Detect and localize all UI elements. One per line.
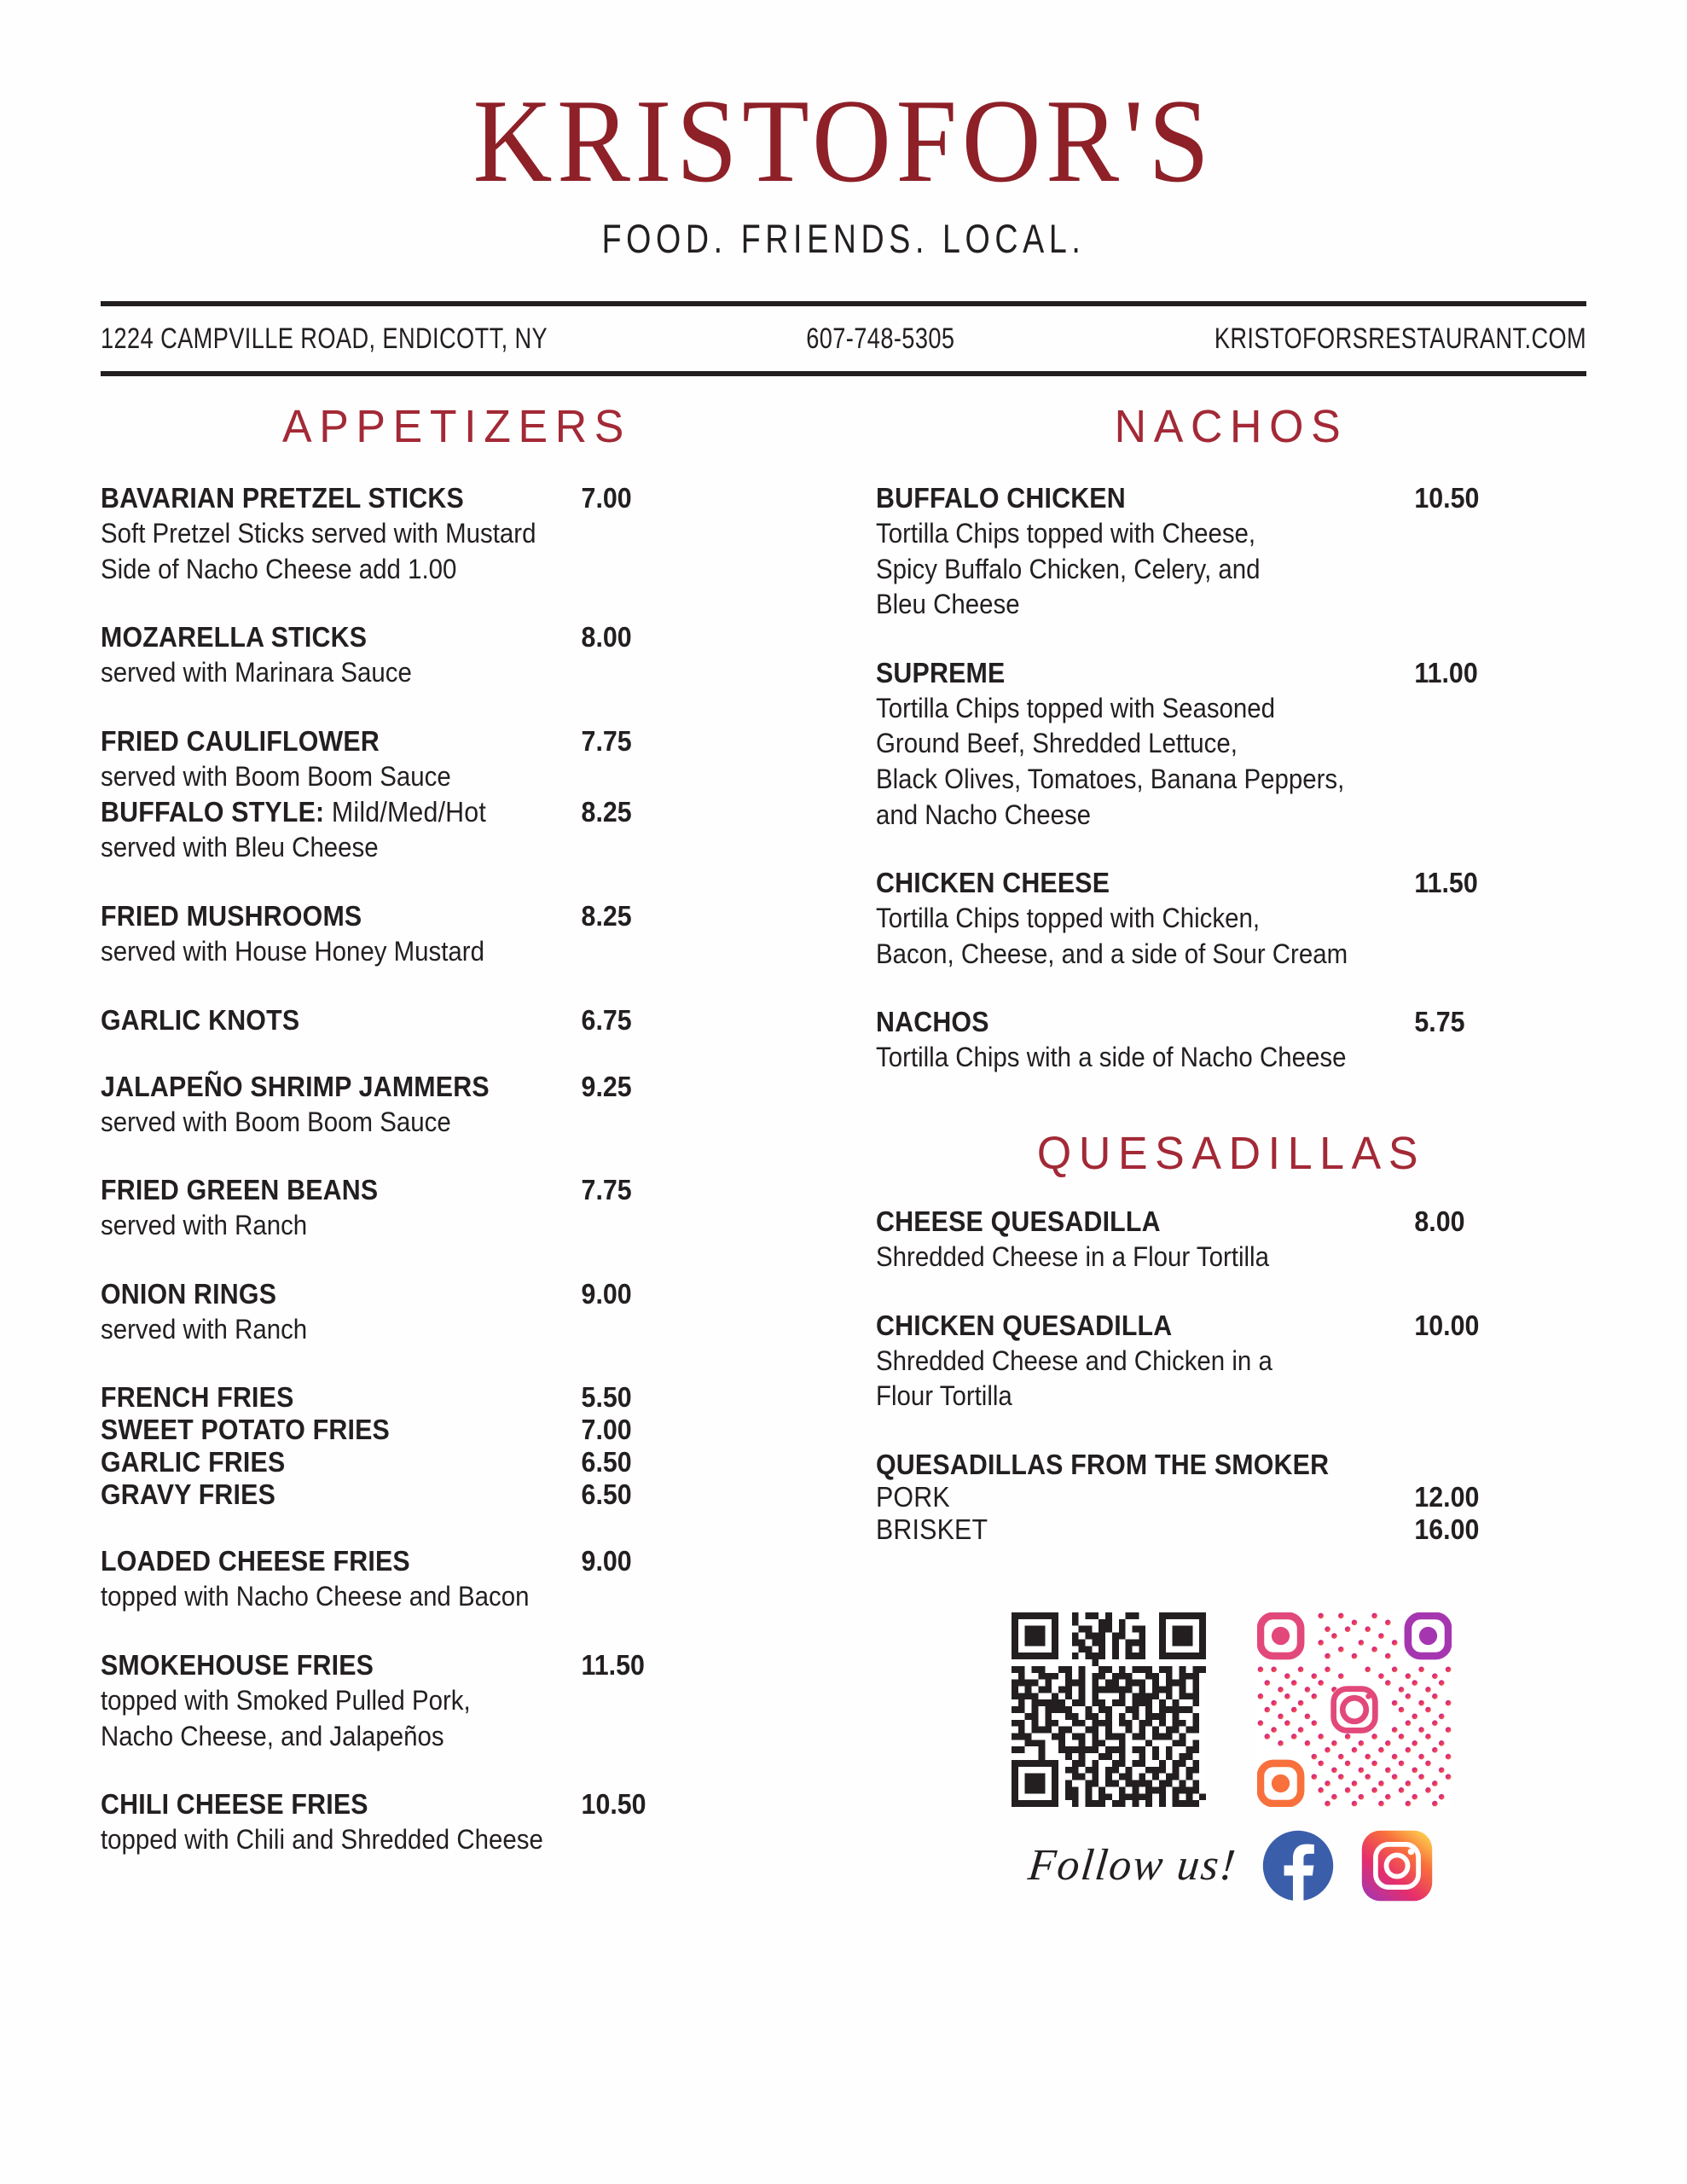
item-price: 8.00 — [581, 621, 632, 653]
item-name: FRIED MUSHROOMS — [101, 899, 362, 932]
item-price: 11.50 — [1414, 867, 1478, 899]
contact-address: 1224 CAMPVILLE ROAD, ENDICOTT, NY — [101, 322, 548, 355]
item-description: served with Boom Boom Sauce — [101, 760, 451, 792]
item-name: SWEET POTATO FRIES — [101, 1414, 390, 1446]
item-description: served with Ranch — [101, 1313, 308, 1345]
item-price: 6.50 — [581, 1478, 632, 1511]
item-price: 9.00 — [581, 1545, 632, 1577]
item-price: 8.25 — [581, 899, 632, 932]
menu-item — [876, 482, 1586, 623]
item-price: 8.00 — [1414, 1205, 1465, 1237]
item-price: 11.50 — [581, 1648, 645, 1681]
item-description: Tortilla Chips topped with Seasoned Ground Beef, Shredded Lettuce, Black Olives, Tomatoes, Banana Peppers, and Nacho Cheese — [876, 692, 1345, 830]
menu-columns — [0, 400, 1687, 1902]
menu-item — [101, 1071, 813, 1141]
item-price: 10.50 — [581, 1788, 646, 1821]
menu-item — [876, 1006, 1586, 1076]
website-qr-code[interactable] — [1012, 1612, 1206, 1807]
menu-item — [101, 1788, 813, 1858]
item-name: GRAVY FRIES — [101, 1478, 276, 1511]
menu-item — [101, 1545, 813, 1615]
item-price: 10.00 — [1414, 1309, 1480, 1341]
section-title-appetizers: APPETIZERS — [281, 401, 632, 452]
instagram-icon[interactable] — [1360, 1829, 1434, 1902]
item-name: CHILI CHEESE FRIES — [101, 1788, 368, 1821]
item-price: 16.00 — [1414, 1513, 1480, 1545]
follow-us-row — [1025, 1829, 1435, 1902]
item-name: GARLIC KNOTS — [101, 1003, 300, 1036]
section-title-nachos: NACHOS — [1114, 401, 1348, 452]
item-variant-description: served with Bleu Cheese — [101, 832, 379, 863]
instagram-qr-code[interactable] — [1257, 1612, 1452, 1807]
item-name: CHICKEN QUESADILLA — [876, 1309, 1173, 1341]
item-description: Tortilla Chips topped with Cheese, Spicy Buffalo Chicken, Celery, and Bleu Cheese — [876, 518, 1261, 620]
item-name: SUPREME — [876, 656, 1006, 688]
smoker-subsection-heading — [876, 1449, 1586, 1481]
menu-item — [101, 725, 813, 866]
item-variant-price: 8.25 — [581, 796, 632, 828]
item-description: Tortilla Chips topped with Chicken, Bacon, Cheese, and a side of Sour Cream — [876, 903, 1348, 969]
item-description: Shredded Cheese and Chicken in a Flour Tortilla — [876, 1345, 1272, 1412]
item-name: SMOKEHOUSE FRIES — [101, 1648, 374, 1681]
qr-code-row — [1012, 1612, 1452, 1807]
item-description: served with Ranch — [101, 1210, 308, 1241]
restaurant-logo-name: KRISTOFOR'S — [472, 75, 1215, 207]
menu-item — [876, 867, 1586, 972]
nachos-quesadillas-column — [844, 400, 1586, 1902]
item-variant — [101, 796, 813, 828]
item-description: Soft Pretzel Sticks served with Mustard Side of Nacho Cheese add 1.00 — [101, 518, 536, 584]
item-price: 11.00 — [1414, 656, 1478, 688]
item-name: BAVARIAN PRETZEL STICKS — [101, 482, 464, 514]
menu-item — [101, 1446, 813, 1478]
menu-item — [101, 1381, 813, 1414]
facebook-icon[interactable] — [1261, 1829, 1335, 1902]
smoker-heading-label: QUESADILLAS FROM THE SMOKER — [876, 1448, 1330, 1480]
item-price: 6.75 — [581, 1003, 632, 1036]
item-price: 6.50 — [581, 1446, 632, 1478]
item-name: FRIED CAULIFLOWER — [101, 724, 380, 757]
item-variant-name: BUFFALO STYLE: Mild/Med/Hot — [101, 796, 486, 828]
item-price: 12.00 — [1414, 1480, 1480, 1513]
item-price: 7.75 — [581, 724, 632, 757]
item-name: ONION RINGS — [101, 1277, 277, 1310]
menu-item — [101, 1414, 813, 1446]
item-name: MOZARELLA STICKS — [101, 621, 368, 653]
item-description: served with Marinara Sauce — [101, 657, 412, 688]
menu-item — [876, 1310, 1586, 1414]
item-price: 5.50 — [581, 1381, 632, 1414]
contact-bar — [101, 306, 1586, 371]
contact-phone[interactable]: 607-748-5305 — [806, 322, 955, 355]
item-name: GARLIC FRIES — [101, 1446, 286, 1478]
item-name: CHEESE QUESADILLA — [876, 1205, 1161, 1237]
item-price: 7.00 — [581, 1414, 632, 1446]
item-name: BRISKET — [876, 1513, 988, 1545]
item-description: served with Boom Boom Sauce — [101, 1106, 451, 1137]
restaurant-tagline: FOOD. FRIENDS. LOCAL. — [601, 216, 1086, 261]
contact-website[interactable]: KRISTOFORSRESTAURANT.COM — [1214, 322, 1586, 355]
follow-us-label: Follow us! — [1025, 1841, 1239, 1891]
item-name: PORK — [876, 1480, 950, 1513]
item-description: topped with Chili and Shredded Cheese — [101, 1824, 543, 1856]
item-description: topped with Nacho Cheese and Bacon — [101, 1581, 530, 1612]
appetizers-column — [101, 400, 844, 1892]
menu-item — [876, 1513, 1586, 1546]
item-name: NACHOS — [876, 1006, 989, 1038]
item-price: 7.75 — [581, 1174, 632, 1206]
item-name: FRENCH FRIES — [101, 1381, 294, 1414]
menu-item — [101, 482, 813, 587]
item-description: Shredded Cheese in a Flour Tortilla — [876, 1240, 1269, 1272]
item-price: 9.00 — [581, 1277, 632, 1310]
item-price: 5.75 — [1414, 1006, 1465, 1038]
menu-item — [101, 621, 813, 691]
item-description: Tortilla Chips with a side of Nacho Cheese — [876, 1042, 1347, 1073]
menu-item — [876, 1481, 1586, 1513]
header-rule-bottom — [101, 371, 1586, 376]
menu-item — [101, 1004, 813, 1037]
item-name: JALAPEÑO SHRIMP JAMMERS — [101, 1070, 490, 1102]
item-name: FRIED GREEN BEANS — [101, 1174, 379, 1206]
menu-item — [101, 1278, 813, 1348]
item-price: 7.00 — [581, 482, 632, 514]
section-title-quesadillas: QUESADILLAS — [1036, 1127, 1426, 1179]
menu-item — [101, 1649, 813, 1754]
item-description: topped with Smoked Pulled Pork, Nacho Cheese, and Jalapeños — [101, 1684, 471, 1751]
item-description: served with House Honey Mustard — [101, 935, 484, 967]
item-name: LOADED CHEESE FRIES — [101, 1545, 410, 1577]
item-price: 9.25 — [581, 1070, 632, 1102]
menu-item — [101, 900, 813, 970]
item-name: BUFFALO CHICKEN — [876, 482, 1126, 514]
item-price: 10.50 — [1414, 482, 1480, 514]
social-footer — [876, 1612, 1586, 1902]
menu-item — [101, 1478, 813, 1511]
masthead — [0, 0, 1687, 262]
menu-item — [101, 1174, 813, 1244]
menu-item — [876, 1205, 1586, 1275]
menu-item — [876, 657, 1586, 833]
item-name: CHICKEN CHEESE — [876, 867, 1110, 899]
